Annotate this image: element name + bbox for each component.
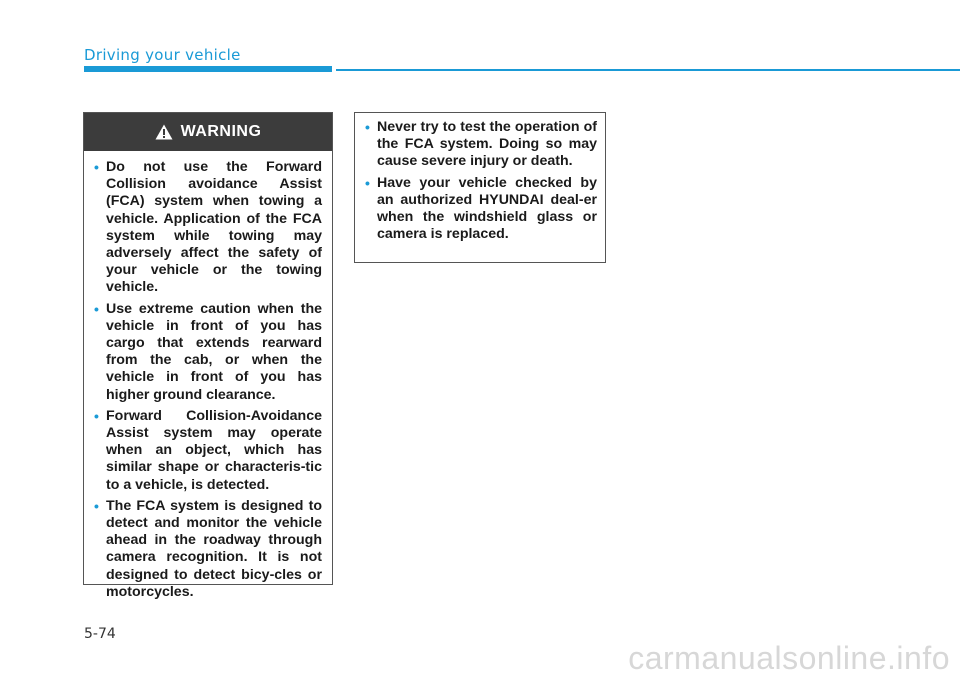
- bullet-icon: •: [365, 119, 370, 135]
- list-item: • Have your vehicle checked by an authorized HYUNDAI deal-er when the windshield glass or camera is replaced.: [365, 174, 597, 243]
- bullet-icon: •: [94, 300, 99, 317]
- list-item: • Do not use the Forward Collision avoidance Assist (FCA) system when towing a vehicle. Application of the FCA system while towing may adversely affect the safety of your vehicle or the towing vehicle.: [94, 159, 322, 296]
- bullet-icon: •: [365, 174, 370, 191]
- section-title: Driving your vehicle: [84, 46, 241, 64]
- bullet-icon: •: [94, 407, 99, 424]
- page-number: 5-74: [84, 626, 116, 642]
- list-item: • The FCA system is designed to detect and monitor the vehicle ahead in the roadway through camera recognition. It is not designed to detect bicy-cles or motorcycles.: [94, 497, 322, 600]
- bullet-icon: •: [94, 159, 99, 175]
- warning-list: [84, 151, 332, 601]
- list-item: • Never try to test the operation of the FCA system. Doing so may cause severe injury or death.: [365, 119, 597, 170]
- list-item: • Use extreme caution when the vehicle in front of you has cargo that extends rearward from the cab, or when the vehicle in front of you has higher ground clearance.: [94, 300, 322, 403]
- warning-triangle-icon: [155, 124, 173, 140]
- list-item: • Forward Collision-Avoidance Assist system may operate when an object, which has similar shape or characteris-tic to a vehicle, is detected.: [94, 407, 322, 493]
- warning-header: [84, 113, 332, 151]
- bullet-icon: •: [94, 497, 99, 514]
- warning-continued-list: [355, 113, 605, 243]
- header-rule-thick: [84, 66, 332, 72]
- warning-continued-box: [354, 112, 606, 263]
- header-rule-thin: [336, 69, 960, 71]
- warning-box: [83, 112, 333, 600]
- watermark: carmanualsonline.info: [628, 640, 950, 676]
- warning-label: WARNING: [180, 123, 262, 140]
